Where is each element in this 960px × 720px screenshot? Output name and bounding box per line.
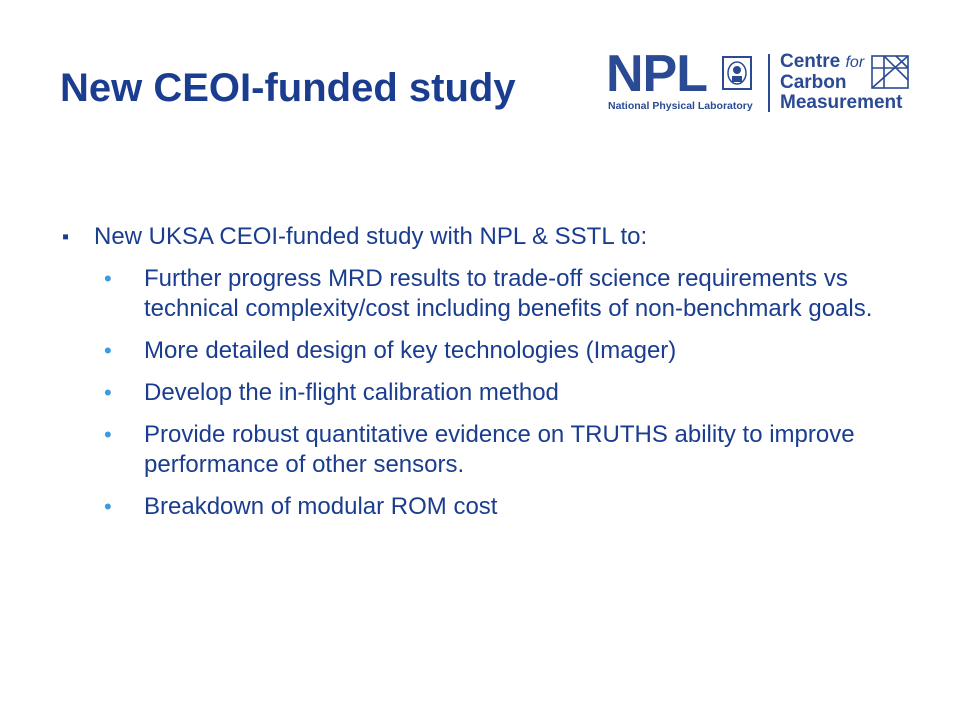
dot-bullet-icon: • xyxy=(104,422,112,447)
sub-bullet xyxy=(62,264,922,324)
sub-bullet-text: Provide robust quantitative evidence on TRUTHS ability to improve performance of other sensors. xyxy=(144,421,855,478)
npl-wordmark: NPL xyxy=(606,45,707,103)
ccm-line1: Centre xyxy=(780,51,841,72)
carbon-grid-icon xyxy=(870,54,910,90)
sub-bullet-text: More detailed design of key technologies (Imager) xyxy=(144,337,677,364)
sub-bullet xyxy=(62,378,922,408)
npl-crest-icon xyxy=(722,56,752,90)
dot-bullet-icon: • xyxy=(104,380,112,405)
sub-bullet xyxy=(62,336,922,366)
slide-title: New CEOI-funded study xyxy=(60,66,516,110)
dot-bullet-icon: • xyxy=(104,494,112,519)
sub-bullet-text: Further progress MRD results to trade-off science requirements vs technical complexity/cost including benefits of non-benchmark goals. xyxy=(144,265,873,322)
main-bullet-text: New UKSA CEOI-funded study with NPL & SSTL to: xyxy=(94,223,648,250)
sub-bullet-text: Develop the in-flight calibration method xyxy=(144,379,559,406)
npl-subtitle: National Physical Laboratory xyxy=(608,100,753,112)
dot-bullet-icon: • xyxy=(104,266,112,291)
main-bullet xyxy=(62,222,922,252)
npl-ccm-logo xyxy=(604,45,914,122)
ccm-line3: Measurement xyxy=(780,92,903,113)
square-bullet-icon: ▪ xyxy=(62,226,70,248)
sub-bullet xyxy=(62,492,922,522)
dot-bullet-icon: • xyxy=(104,338,112,363)
slide-content xyxy=(62,222,922,534)
ccm-line2: Carbon xyxy=(780,72,847,93)
ccm-for: for xyxy=(845,54,865,71)
sub-bullet xyxy=(62,420,922,480)
logo-divider xyxy=(768,54,770,112)
sub-bullet-text: Breakdown of modular ROM cost xyxy=(144,493,498,520)
